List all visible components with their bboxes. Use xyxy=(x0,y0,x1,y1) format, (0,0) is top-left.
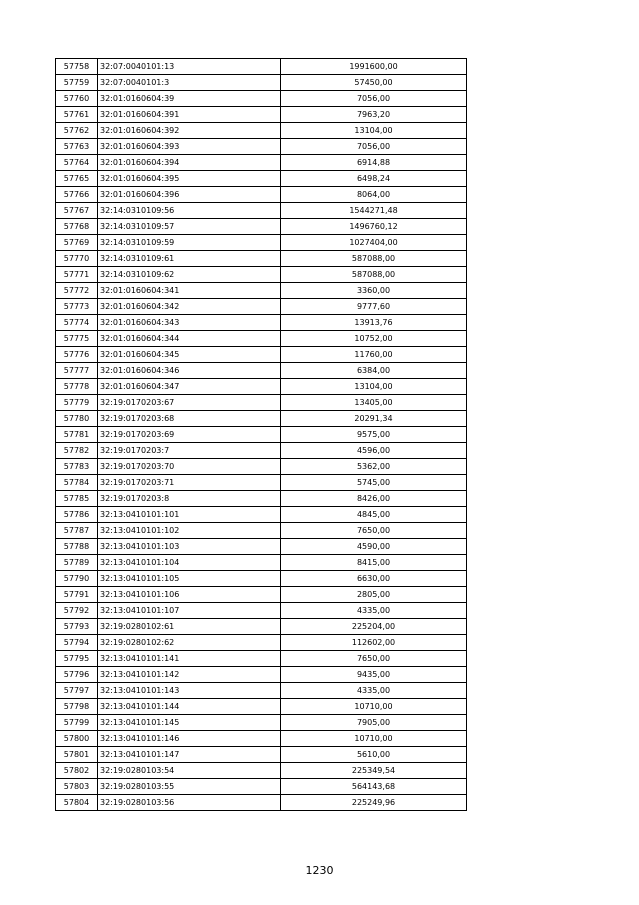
cadastral-value-cell: 4335,00 xyxy=(281,683,467,699)
row-number-cell: 57781 xyxy=(56,427,98,443)
table-row xyxy=(56,395,467,411)
table-row xyxy=(56,635,467,651)
table-row xyxy=(56,251,467,267)
row-number-cell: 57786 xyxy=(56,507,98,523)
table-row xyxy=(56,555,467,571)
cadastral-number-cell: 32:01:0160604:392 xyxy=(98,123,281,139)
cadastral-value-cell: 3360,00 xyxy=(281,283,467,299)
cadastral-value-cell: 225249,96 xyxy=(281,795,467,811)
cadastral-value-cell: 225204,00 xyxy=(281,619,467,635)
table-row xyxy=(56,187,467,203)
row-number-cell: 57804 xyxy=(56,795,98,811)
cadastral-value-cell: 13913,76 xyxy=(281,315,467,331)
cadastral-number-cell: 32:19:0170203:71 xyxy=(98,475,281,491)
row-number-cell: 57782 xyxy=(56,443,98,459)
cadastral-number-cell: 32:19:0280102:61 xyxy=(98,619,281,635)
row-number-cell: 57775 xyxy=(56,331,98,347)
cadastral-value-cell: 7650,00 xyxy=(281,523,467,539)
cadastral-number-cell: 32:13:0410101:145 xyxy=(98,715,281,731)
cadastral-number-cell: 32:14:0310109:59 xyxy=(98,235,281,251)
table-row xyxy=(56,107,467,123)
cadastral-value-cell: 8415,00 xyxy=(281,555,467,571)
table-row xyxy=(56,571,467,587)
cadastral-value-cell: 11760,00 xyxy=(281,347,467,363)
cadastral-value-cell: 13104,00 xyxy=(281,123,467,139)
cadastral-value-cell: 6630,00 xyxy=(281,571,467,587)
cadastral-value-cell: 5610,00 xyxy=(281,747,467,763)
table-row xyxy=(56,427,467,443)
cadastral-value-cell: 10752,00 xyxy=(281,331,467,347)
cadastral-value-cell: 6384,00 xyxy=(281,363,467,379)
row-number-cell: 57791 xyxy=(56,587,98,603)
table-row xyxy=(56,587,467,603)
table-row xyxy=(56,523,467,539)
page-number: 1230 xyxy=(305,864,334,877)
cadastral-value-cell: 10710,00 xyxy=(281,731,467,747)
cadastral-number-cell: 32:01:0160604:396 xyxy=(98,187,281,203)
cadastral-value-cell: 564143,68 xyxy=(281,779,467,795)
cadastral-number-cell: 32:07:0040101:3 xyxy=(98,75,281,91)
cadastral-value-cell: 13405,00 xyxy=(281,395,467,411)
table-row xyxy=(56,235,467,251)
table-row xyxy=(56,747,467,763)
table-row xyxy=(56,539,467,555)
row-number-cell: 57783 xyxy=(56,459,98,475)
cadastral-value-cell: 225349,54 xyxy=(281,763,467,779)
cadastral-value-cell: 8426,00 xyxy=(281,491,467,507)
table-row xyxy=(56,667,467,683)
table-row xyxy=(56,203,467,219)
row-number-cell: 57799 xyxy=(56,715,98,731)
cadastral-number-cell: 32:19:0170203:69 xyxy=(98,427,281,443)
cadastral-number-cell: 32:01:0160604:347 xyxy=(98,379,281,395)
cadastral-value-cell: 10710,00 xyxy=(281,699,467,715)
cadastral-number-cell: 32:01:0160604:342 xyxy=(98,299,281,315)
row-number-cell: 57762 xyxy=(56,123,98,139)
cadastral-value-cell: 4845,00 xyxy=(281,507,467,523)
row-number-cell: 57772 xyxy=(56,283,98,299)
cadastral-number-cell: 32:19:0170203:68 xyxy=(98,411,281,427)
cadastral-value-cell: 9435,00 xyxy=(281,667,467,683)
table-row xyxy=(56,299,467,315)
cadastral-number-cell: 32:14:0310109:57 xyxy=(98,219,281,235)
cadastral-number-cell: 32:13:0410101:102 xyxy=(98,523,281,539)
cadastral-value-cell: 587088,00 xyxy=(281,251,467,267)
table-row xyxy=(56,491,467,507)
cadastral-number-cell: 32:19:0170203:8 xyxy=(98,491,281,507)
cadastral-value-cell: 9575,00 xyxy=(281,427,467,443)
cadastral-number-cell: 32:13:0410101:147 xyxy=(98,747,281,763)
row-number-cell: 57767 xyxy=(56,203,98,219)
cadastral-number-cell: 32:13:0410101:101 xyxy=(98,507,281,523)
table-row xyxy=(56,139,467,155)
cadastral-value-cell: 1991600,00 xyxy=(281,59,467,75)
table-row xyxy=(56,731,467,747)
row-number-cell: 57774 xyxy=(56,315,98,331)
row-number-cell: 57795 xyxy=(56,651,98,667)
row-number-cell: 57797 xyxy=(56,683,98,699)
table-row xyxy=(56,315,467,331)
row-number-cell: 57801 xyxy=(56,747,98,763)
table-row xyxy=(56,603,467,619)
row-number-cell: 57763 xyxy=(56,139,98,155)
row-number-cell: 57773 xyxy=(56,299,98,315)
table-row xyxy=(56,411,467,427)
cadastral-number-cell: 32:13:0410101:146 xyxy=(98,731,281,747)
row-number-cell: 57780 xyxy=(56,411,98,427)
table-row xyxy=(56,331,467,347)
cadastral-number-cell: 32:14:0310109:62 xyxy=(98,267,281,283)
cadastral-value-cell: 7650,00 xyxy=(281,651,467,667)
row-number-cell: 57794 xyxy=(56,635,98,651)
row-number-cell: 57758 xyxy=(56,59,98,75)
row-number-cell: 57787 xyxy=(56,523,98,539)
row-number-cell: 57779 xyxy=(56,395,98,411)
table-row xyxy=(56,171,467,187)
row-number-cell: 57768 xyxy=(56,219,98,235)
cadastral-number-cell: 32:19:0280102:62 xyxy=(98,635,281,651)
table-row xyxy=(56,683,467,699)
cadastral-value-cell: 6914,88 xyxy=(281,155,467,171)
table-row xyxy=(56,219,467,235)
cadastral-value-cell: 7905,00 xyxy=(281,715,467,731)
table-row xyxy=(56,267,467,283)
cadastral-value-cell: 112602,00 xyxy=(281,635,467,651)
cadastral-value-cell: 5362,00 xyxy=(281,459,467,475)
cadastral-number-cell: 32:13:0410101:143 xyxy=(98,683,281,699)
table-row xyxy=(56,715,467,731)
cadastral-value-cell: 1544271,48 xyxy=(281,203,467,219)
cadastral-number-cell: 32:13:0410101:106 xyxy=(98,587,281,603)
table-row xyxy=(56,651,467,667)
cadastral-number-cell: 32:14:0310109:61 xyxy=(98,251,281,267)
cadastral-value-cell: 7056,00 xyxy=(281,139,467,155)
cadastral-number-cell: 32:13:0410101:105 xyxy=(98,571,281,587)
cadastral-value-cell: 7963,20 xyxy=(281,107,467,123)
table-row xyxy=(56,283,467,299)
table-row xyxy=(56,619,467,635)
row-number-cell: 57790 xyxy=(56,571,98,587)
table-row xyxy=(56,459,467,475)
row-number-cell: 57777 xyxy=(56,363,98,379)
cadastral-number-cell: 32:01:0160604:344 xyxy=(98,331,281,347)
table-row xyxy=(56,795,467,811)
cadastral-number-cell: 32:01:0160604:341 xyxy=(98,283,281,299)
cadastral-value-cell: 1496760,12 xyxy=(281,219,467,235)
row-number-cell: 57770 xyxy=(56,251,98,267)
cadastral-number-cell: 32:01:0160604:395 xyxy=(98,171,281,187)
cadastral-number-cell: 32:13:0410101:144 xyxy=(98,699,281,715)
cadastral-value-cell: 587088,00 xyxy=(281,267,467,283)
table-row xyxy=(56,75,467,91)
row-number-cell: 57792 xyxy=(56,603,98,619)
cadastral-value-table xyxy=(55,58,467,811)
cadastral-value-cell: 2805,00 xyxy=(281,587,467,603)
row-number-cell: 57796 xyxy=(56,667,98,683)
table-row xyxy=(56,59,467,75)
cadastral-number-cell: 32:14:0310109:56 xyxy=(98,203,281,219)
table-row xyxy=(56,379,467,395)
table-row xyxy=(56,363,467,379)
cadastral-number-cell: 32:01:0160604:394 xyxy=(98,155,281,171)
row-number-cell: 57784 xyxy=(56,475,98,491)
table-row xyxy=(56,123,467,139)
cadastral-value-cell: 1027404,00 xyxy=(281,235,467,251)
table-row xyxy=(56,699,467,715)
cadastral-number-cell: 32:19:0170203:70 xyxy=(98,459,281,475)
cadastral-number-cell: 32:19:0170203:7 xyxy=(98,443,281,459)
table-row xyxy=(56,155,467,171)
row-number-cell: 57789 xyxy=(56,555,98,571)
row-number-cell: 57761 xyxy=(56,107,98,123)
cadastral-number-cell: 32:01:0160604:345 xyxy=(98,347,281,363)
cadastral-number-cell: 32:01:0160604:346 xyxy=(98,363,281,379)
cadastral-number-cell: 32:01:0160604:393 xyxy=(98,139,281,155)
row-number-cell: 57788 xyxy=(56,539,98,555)
cadastral-value-cell: 8064,00 xyxy=(281,187,467,203)
cadastral-value-cell: 4335,00 xyxy=(281,603,467,619)
cadastral-number-cell: 32:13:0410101:103 xyxy=(98,539,281,555)
cadastral-number-cell: 32:07:0040101:13 xyxy=(98,59,281,75)
cadastral-value-cell: 5745,00 xyxy=(281,475,467,491)
cadastral-value-cell: 6498,24 xyxy=(281,171,467,187)
row-number-cell: 57793 xyxy=(56,619,98,635)
cadastral-number-cell: 32:01:0160604:39 xyxy=(98,91,281,107)
row-number-cell: 57803 xyxy=(56,779,98,795)
cadastral-number-cell: 32:01:0160604:391 xyxy=(98,107,281,123)
table-row xyxy=(56,779,467,795)
table-row xyxy=(56,443,467,459)
row-number-cell: 57771 xyxy=(56,267,98,283)
cadastral-number-cell: 32:19:0280103:54 xyxy=(98,763,281,779)
cadastral-number-cell: 32:13:0410101:141 xyxy=(98,651,281,667)
row-number-cell: 57800 xyxy=(56,731,98,747)
cadastral-number-cell: 32:13:0410101:142 xyxy=(98,667,281,683)
table-row xyxy=(56,763,467,779)
row-number-cell: 57759 xyxy=(56,75,98,91)
table-row xyxy=(56,91,467,107)
row-number-cell: 57776 xyxy=(56,347,98,363)
cadastral-value-cell: 4596,00 xyxy=(281,443,467,459)
cadastral-value-cell: 57450,00 xyxy=(281,75,467,91)
row-number-cell: 57769 xyxy=(56,235,98,251)
row-number-cell: 57765 xyxy=(56,171,98,187)
row-number-cell: 57764 xyxy=(56,155,98,171)
table-body xyxy=(56,59,467,811)
row-number-cell: 57785 xyxy=(56,491,98,507)
cadastral-number-cell: 32:19:0280103:56 xyxy=(98,795,281,811)
cadastral-number-cell: 32:19:0280103:55 xyxy=(98,779,281,795)
cadastral-value-cell: 13104,00 xyxy=(281,379,467,395)
cadastral-number-cell: 32:19:0170203:67 xyxy=(98,395,281,411)
table-row xyxy=(56,347,467,363)
table-row xyxy=(56,507,467,523)
cadastral-number-cell: 32:13:0410101:104 xyxy=(98,555,281,571)
row-number-cell: 57766 xyxy=(56,187,98,203)
cadastral-number-cell: 32:01:0160604:343 xyxy=(98,315,281,331)
cadastral-value-cell: 9777,60 xyxy=(281,299,467,315)
cadastral-value-cell: 4590,00 xyxy=(281,539,467,555)
row-number-cell: 57802 xyxy=(56,763,98,779)
cadastral-value-cell: 20291,34 xyxy=(281,411,467,427)
row-number-cell: 57778 xyxy=(56,379,98,395)
row-number-cell: 57798 xyxy=(56,699,98,715)
row-number-cell: 57760 xyxy=(56,91,98,107)
cadastral-value-cell: 7056,00 xyxy=(281,91,467,107)
cadastral-number-cell: 32:13:0410101:107 xyxy=(98,603,281,619)
table-row xyxy=(56,475,467,491)
